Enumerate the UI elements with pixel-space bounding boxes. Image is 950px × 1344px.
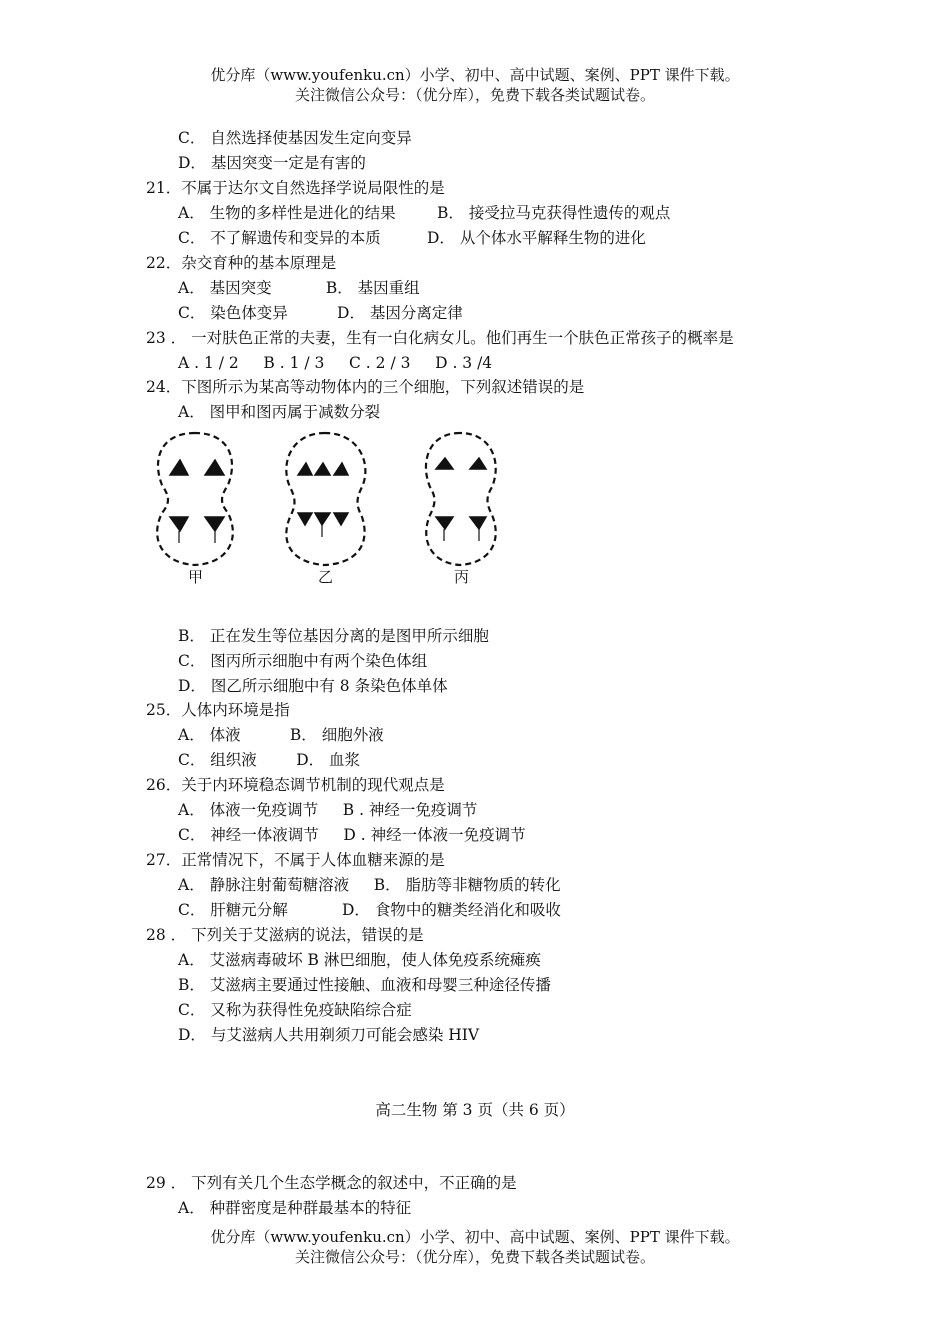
cell-bing-membrane xyxy=(426,433,496,565)
chromosome xyxy=(315,463,330,475)
cell-division-figure xyxy=(140,425,520,595)
chromosome xyxy=(334,463,348,475)
q26-stem: 26．关于内环境稳态调节机制的现代观点是 xyxy=(146,776,445,794)
q27-options-cd: C． 肝糖元分解 D． 食物中的糖类经消化和吸收 xyxy=(178,901,561,919)
q21-option-c: C． 不了解遗传和变异的本质 xyxy=(178,229,381,247)
q28-option-c: C． 又称为获得性免疫缺陷综合症 xyxy=(178,1001,412,1019)
q27-stem: 27．正常情况下，不属于人体血糖来源的是 xyxy=(146,851,445,869)
q22-options-ab: A． 基因突变 B． 基因重组 xyxy=(178,279,420,297)
q21-option-b: B． 接受拉马克获得性遗传的观点 xyxy=(437,204,671,222)
figure-label-jia: 甲 xyxy=(188,568,204,586)
q22-options-cd: C． 染色体变异 D． 基因分离定律 xyxy=(178,304,463,322)
q28-option-a: A． 艾滋病毒破坏 B 淋巴细胞，使人体免疫系统瘫痪 xyxy=(178,951,541,969)
chromosome xyxy=(436,458,453,469)
q20-option-c: C． 自然选择使基因发生定向变异 xyxy=(178,129,412,147)
chromosome xyxy=(170,517,188,531)
q24-option-b: B． 正在发生等位基因分离的是图甲所示细胞 xyxy=(178,627,489,645)
chromosome xyxy=(298,513,312,525)
q26-options-cd: C． 神经一体液调节 D . 神经一体液一免疫调节 xyxy=(178,826,526,844)
q26-options-ab: A． 体液一免疫调节 B . 神经一免疫调节 xyxy=(178,801,478,819)
figure-label-yi: 乙 xyxy=(318,568,334,586)
q23-stem: 23 ． 一对肤色正常的夫妻，生有一白化病女儿。他们再生一个肤色正常孩子的概率是 xyxy=(146,329,734,347)
q28-stem: 28 ． 下列关于艾滋病的说法，错误的是 xyxy=(146,926,424,944)
q24-stem: 24．下图所示为某高等动物体内的三个细胞，下列叙述错误的是 xyxy=(146,378,585,396)
q25-stem: 25．人体内环境是指 xyxy=(146,701,290,719)
chromosome xyxy=(298,463,312,475)
cell-yi-membrane xyxy=(286,433,365,565)
chromosome xyxy=(470,458,486,469)
cell-jia-membrane xyxy=(157,433,233,565)
q24-option-d: D． 图乙所示细胞中有 8 条染色体单体 xyxy=(178,677,448,695)
q27-options-ab: A． 静脉注射葡萄糖溶液 B． 脂肪等非糖物质的转化 xyxy=(178,876,561,894)
chromosome xyxy=(436,517,453,529)
q21-stem: 21．不属于达尔文自然选择学说局限性的是 xyxy=(146,179,445,197)
chromosome xyxy=(315,513,330,525)
q22-stem: 22．杂交育种的基本原理是 xyxy=(146,254,337,272)
chromosome xyxy=(170,460,188,475)
chromosome xyxy=(470,517,486,529)
header-line-2-bottom: 关注微信公众号：（优分库），免费下载各类试题试卷。 xyxy=(294,1248,655,1266)
q25-options-ab: A． 体液 B． 细胞外液 xyxy=(178,726,384,744)
q25-options-cd: C． 组织液 D． 血浆 xyxy=(178,751,361,769)
figure-label-bing: 丙 xyxy=(454,568,470,586)
q20-option-d: D． 基因突变一定是有害的 xyxy=(178,154,366,172)
q29-option-a: A． 种群密度是种群最基本的特征 xyxy=(178,1199,412,1217)
chromosome xyxy=(205,517,224,531)
q24-option-a: A． 图甲和图丙属于减数分裂 xyxy=(178,403,381,421)
q21-option-d: D． 从个体水平解释生物的进化 xyxy=(427,229,646,247)
q28-option-d: D． 与艾滋病人共用剃须刀可能会感染 HIV xyxy=(178,1026,480,1044)
page-footer: 高二生物 第 3 页（共 6 页） xyxy=(375,1101,575,1119)
header-line-1: 优分库（www.youfenku.cn）小学、初中、高中试题、案例、PPT 课件下载。 xyxy=(210,66,740,84)
q21-option-a: A． 生物的多样性是进化的结果 xyxy=(178,204,396,222)
header-line-1-bottom: 优分库（www.youfenku.cn）小学、初中、高中试题、案例、PPT 课件下载。 xyxy=(210,1228,740,1246)
header-line-2: 关注微信公众号：（优分库），免费下载各类试题试卷。 xyxy=(294,86,655,104)
q28-option-b: B． 艾滋病主要通过性接触、血液和母婴三种途径传播 xyxy=(178,976,551,994)
q23-options: A . 1 / 2 B . 1 / 3 C . 2 / 3 D . 3 /4 xyxy=(178,354,493,372)
chromosome xyxy=(205,460,224,475)
q24-option-c: C． 图丙所示细胞中有两个染色体组 xyxy=(178,652,428,670)
chromosome xyxy=(334,513,348,525)
q29-stem: 29 ． 下列有关几个生态学概念的叙述中，不正确的是 xyxy=(146,1174,517,1192)
